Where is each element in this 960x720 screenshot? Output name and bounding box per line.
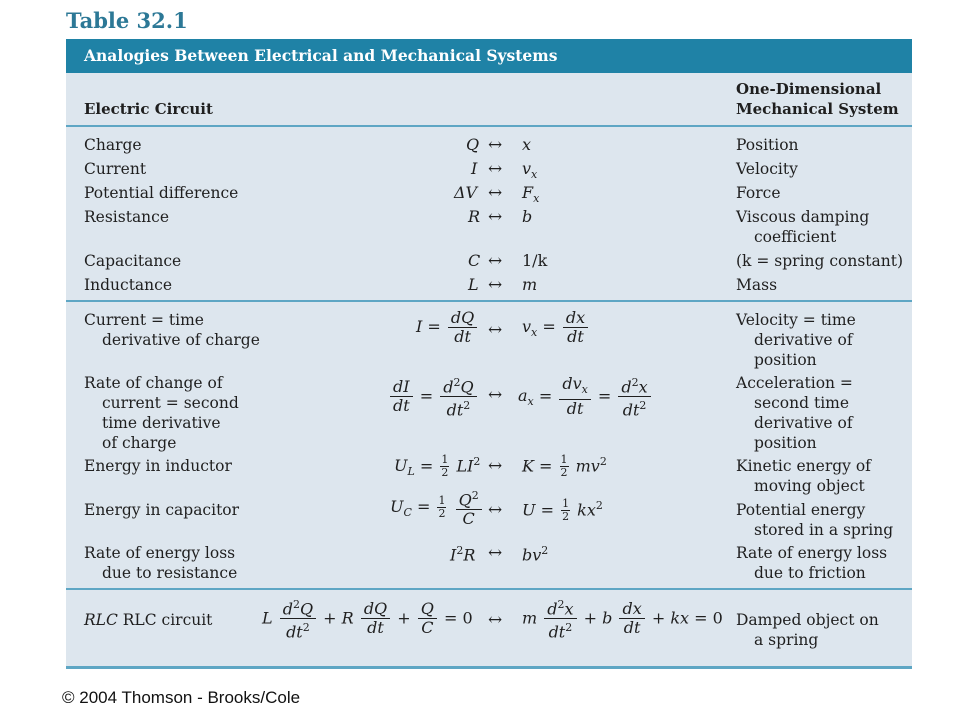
analogy-table xyxy=(66,39,912,669)
row-current-electric: Current xyxy=(84,160,147,178)
row-inductor-energy-mech-line1: Kinetic energy of xyxy=(736,457,871,475)
section-rule-1 xyxy=(66,300,912,302)
formula-current-derivative: I = $\frac{dQ}{dt}$ xyxy=(416,309,479,346)
row-capacitor-energy-mech-line2: stored in a spring xyxy=(754,521,894,539)
row-inductor-energy-arrow: ↔ xyxy=(488,456,503,476)
table-caption-bar xyxy=(66,39,912,73)
row-charge-mech: Position xyxy=(736,136,799,154)
row-current-mech: Velocity xyxy=(736,160,798,178)
row-capacitance-m-sym: 1/k xyxy=(522,251,548,270)
row-rlc-mech-line2: a spring xyxy=(754,631,819,649)
row-inductance-e-sym: L xyxy=(468,275,479,294)
formula-capacitor-energy: $U_C$ = $\frac{1}{2}$ $\frac{Q^2}{C}$ xyxy=(390,487,484,528)
row-energy-loss-mech-line2: due to friction xyxy=(754,564,866,582)
formula-friction-loss: $bv^2$ xyxy=(522,544,549,565)
row-resistance-m-sym: b xyxy=(522,207,533,226)
copyright-credit: © 2004 Thomson - Brooks/Cole xyxy=(62,688,301,707)
header-mechanical-line2: Mechanical System xyxy=(736,100,899,118)
row-potential-m-sym: $F_x$ xyxy=(522,183,540,206)
row-potential-e-sym: ΔV xyxy=(454,183,478,202)
formula-rlc-equation: L $\frac{d^2Q}{dt^2}$ + R $\frac{dQ}{dt}$ + $\frac{Q}{C}$ = 0 xyxy=(262,598,473,642)
table-caption: Analogies Between Electrical and Mechanical Systems xyxy=(84,46,558,65)
row-energy-loss-mech-line1: Rate of energy loss xyxy=(736,544,888,562)
row-capacitor-energy-arrow: ↔ xyxy=(488,500,503,520)
row-energy-loss-arrow: ↔ xyxy=(488,543,503,563)
row-current-derivative-electric-line1: Current = time xyxy=(84,311,204,329)
row-current-derivative-electric-line2: derivative of charge xyxy=(102,331,260,349)
row-charge-m-sym: x xyxy=(522,135,532,154)
header-mechanical-line1: One-Dimensional xyxy=(736,80,882,98)
row-charge-e-sym: Q xyxy=(466,135,480,154)
row-potential-electric: Potential difference xyxy=(84,184,239,202)
row-inductance-m-sym: m xyxy=(522,275,538,294)
row-rlc-arrow: ↔ xyxy=(488,610,503,630)
row-second-derivative-mech-line3: derivative of xyxy=(754,414,853,432)
table-bottom-rule xyxy=(66,666,912,669)
row-capacitor-energy-mech-line1: Potential energy xyxy=(736,501,866,519)
row-capacitance-electric: Capacitance xyxy=(84,252,182,270)
formula-damped-spring-equation: m $\frac{d^2x}{dt^2}$ + b $\frac{dx}{dt}$ + kx = 0 xyxy=(522,598,723,642)
row-energy-loss-electric-line1: Rate of energy loss xyxy=(84,544,236,562)
row-potential-arrow: ↔ xyxy=(488,183,503,203)
row-second-derivative-mech-line2: second time xyxy=(754,394,850,412)
table-label: Table 32.1 xyxy=(66,8,188,33)
row-capacitance-arrow: ↔ xyxy=(488,251,503,271)
formula-inductor-energy: $U_L$ = $\frac{1}{2}$ $LI^2$ xyxy=(394,453,481,480)
row-second-derivative-mech-line4: position xyxy=(754,434,817,452)
header-electric-circuit: Electric Circuit xyxy=(84,100,213,118)
row-charge-arrow: ↔ xyxy=(488,135,503,155)
row-potential-mech: Force xyxy=(736,184,781,202)
formula-velocity-derivative: $v_x$ = $\frac{dx}{dt}$ xyxy=(522,309,590,346)
row-current-derivative-arrow: ↔ xyxy=(488,320,503,340)
row-capacitor-energy-electric: Energy in capacitor xyxy=(84,501,240,519)
formula-potential-energy: U = $\frac{1}{2}$ $kx^2$ xyxy=(522,497,603,524)
row-resistance-electric: Resistance xyxy=(84,208,170,226)
row-inductor-energy-mech-line2: moving object xyxy=(754,477,865,495)
row-resistance-mech-line2: coefficient xyxy=(754,228,837,246)
header-rule xyxy=(66,125,912,127)
formula-resistive-loss: $I^2R$ xyxy=(450,544,476,565)
row-current-e-sym: I xyxy=(471,159,478,178)
row-second-derivative-electric-line1: Rate of change of xyxy=(84,374,223,392)
row-inductance-arrow: ↔ xyxy=(488,275,503,295)
formula-acceleration: $a_x$ = $\frac{dv_x}{dt}$ = $\frac{d^2x}{dt^2}$ xyxy=(518,374,653,420)
row-resistance-arrow: ↔ xyxy=(488,207,503,227)
formula-current-second-derivative: $\frac{dI}{dt}$ = $\frac{d^2Q}{dt^2}$ xyxy=(388,374,479,420)
row-current-derivative-mech-line1: Velocity = time xyxy=(736,311,856,329)
row-resistance-mech-line1: Viscous damping xyxy=(736,208,870,226)
row-energy-loss-electric-line2: due to resistance xyxy=(102,564,238,582)
row-current-derivative-mech-line2: derivative of xyxy=(754,331,853,349)
row-capacitance-e-sym: C xyxy=(468,251,481,270)
row-rlc-mech-line1: Damped object on xyxy=(736,611,879,629)
row-second-derivative-electric-line4: of charge xyxy=(102,434,177,452)
formula-kinetic-energy: K = $\frac{1}{2}$ $mv^2$ xyxy=(522,453,607,480)
row-resistance-e-sym: R xyxy=(468,207,481,226)
row-inductance-electric: Inductance xyxy=(84,276,172,294)
row-inductor-energy-electric: Energy in inductor xyxy=(84,457,232,475)
row-second-derivative-mech-line1: Acceleration = xyxy=(736,374,853,392)
row-capacitance-mech: (k = spring constant) xyxy=(736,252,904,270)
row-charge-electric: Charge xyxy=(84,136,142,154)
row-current-m-sym: $v_x$ xyxy=(522,159,538,182)
row-rlc-electric: RLC RLC circuit xyxy=(84,611,213,629)
row-second-derivative-electric-line3: time derivative xyxy=(102,414,221,432)
row-current-derivative-mech-line3: position xyxy=(754,351,817,369)
row-inductance-mech: Mass xyxy=(736,276,778,294)
row-second-derivative-arrow: ↔ xyxy=(488,385,503,405)
section-rule-2 xyxy=(66,588,912,590)
row-current-arrow: ↔ xyxy=(488,159,503,179)
row-second-derivative-electric-line2: current = second xyxy=(102,394,239,412)
